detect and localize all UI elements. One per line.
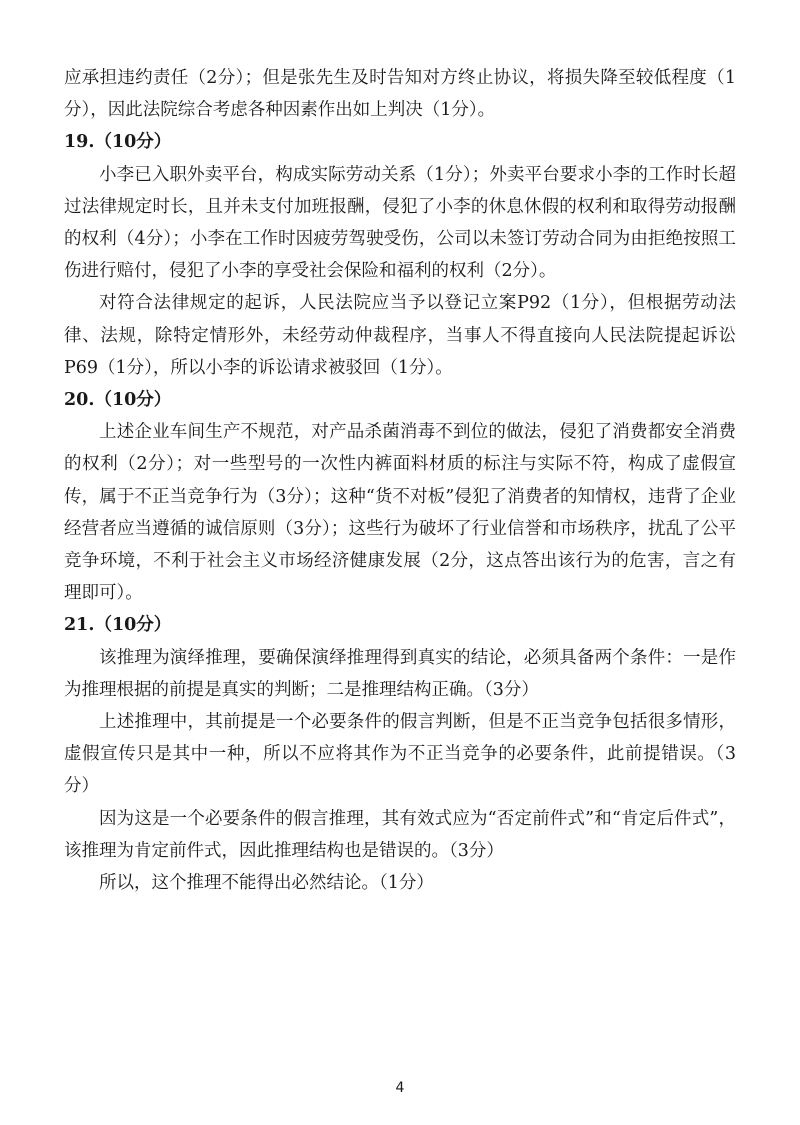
page-number: 4 (395, 1080, 405, 1096)
answer-paragraph: 上述推理中，其前提是一个必要条件的假言判断，但是不正当竞争包括很多情形，虚假宣传只是其中一种，所以不应将其作为不正当竞争的必要条件，此前提错误。（3分） (64, 712, 736, 797)
answer-paragraph: 小李已入职外卖平台，构成实际劳动关系（1分）；外卖平台要求小李的工作时长超过法律规定时长，且并未支付加班报酬，侵犯了小李的休息休假的权利和取得劳动报酬的权利（4分）；小李在工作时因疲劳驾驶受伤，公司以未签订劳动合同为由拒绝按照工伤进行赔付，侵犯了小李的享受社会保险和福利的权利（2分）。 (64, 164, 736, 282)
question-20 (64, 384, 736, 609)
answer-paragraph: 该推理为演绎推理，要确保演绎推理得到真实的结论，必须具备两个条件：一是作为推理根据的前提是真实的判断；二是推理结构正确。（3分） (64, 647, 736, 700)
question-heading: 20.（10分） (64, 390, 172, 411)
answer-page (64, 62, 736, 899)
question-19 (64, 126, 736, 384)
question-heading: 21.（10分） (64, 615, 172, 636)
answer-paragraph: 所以，这个推理不能得出必然结论。（1分） (99, 873, 434, 894)
question-21 (64, 609, 736, 899)
question-heading: 19.（10分） (64, 132, 172, 153)
answer-paragraph: 因为这是一个必要条件的假言推理，其有效式应为“否定前件式”和“肯定后件式”，该推理为肯定前件式，因此推理结构也是错误的。（3分） (64, 808, 736, 861)
answer-paragraph: 对符合法律规定的起诉，人民法院应当予以登记立案P92（1分），但根据劳动法律、法规，除特定情形外，未经劳动仲裁程序，当事人不得直接向人民法院提起诉讼P69（1分），所以小李的诉讼请求被驳回（1分）。 (64, 293, 736, 378)
answer-paragraph: 上述企业车间生产不规范，对产品杀菌消毒不到位的做法，侵犯了消费都安全消费的权利（2分）；对一些型号的一次性内裤面料材质的标注与实际不符，构成了虚假宣传，属于不正当竞争行为（3分）；这种“货不对板”侵犯了消费者的知情权，违背了企业经营者应当遵循的诚信原则（3分）；这些行为破坏了行业信誉和市场秩序，扰乱了公平竞争环境，不利于社会主义市场经济健康发展（2分，这点答出该行为的危害，言之有理即可）。 (64, 422, 736, 604)
continuation-paragraph: 应承担违约责任（2分）；但是张先生及时告知对方终止协议，将损失降至较低程度（1分），因此法院综合考虑各种因素作出如上判决（1分）。 (64, 68, 736, 121)
